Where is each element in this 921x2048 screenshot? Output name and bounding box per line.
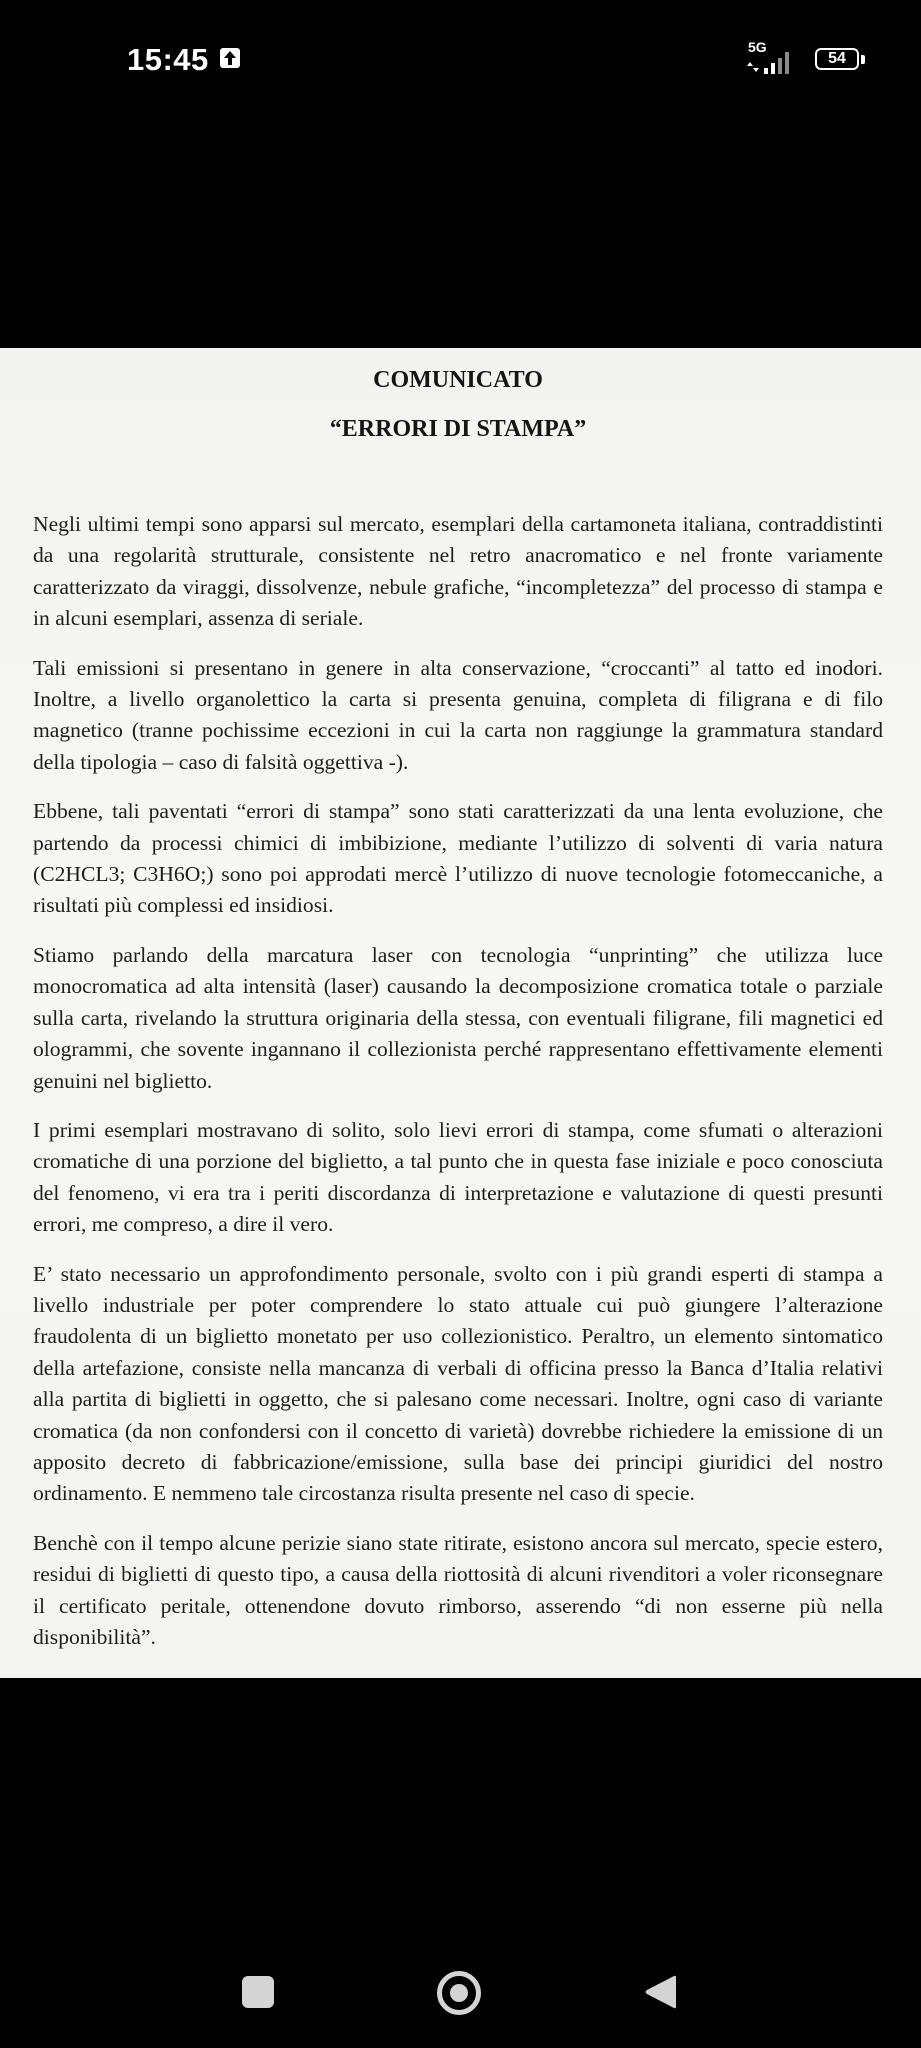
paragraph: Benchè con il tempo alcune perizie siano state ritirate, esistono ancora sul mercato, specie estero, residui di biglietti di questo tipo, a causa della riottosità di alcuni rivenditori a voler riconsegnare il certificato peritale, ottenendone dovuto rimborso, asserendo “di non esserne più nella disponibilità”.: [33, 1530, 883, 1649]
paragraph: Negli ultimi tempi sono apparsi sul mercato, esemplari della cartamoneta italiana, contraddistinti da una regolarità strutturale, consistente nel retro anacromatico e nel fronte variamente caratterizzato da viraggi, dissolvenze, nebule grafiche, “incompletezza” del processo di stampa e in alcuni esemplari, assenza di seriale.: [33, 512, 883, 631]
recent-apps-button[interactable]: [242, 1976, 274, 2008]
paragraph: Stiamo parlando della marcatura laser con tecnologia “unprinting” che utilizza luce monocromatica ad alta intensità (laser) causando la decomposizione cromatica totale o parziale sulla carta, rivelando la struttura originaria della stessa, con eventuali filigrane, fili magnetici ed ologrammi, che sovente ingannano il collezionista perché rappresentano effettivamente elementi genuini nel biglietto.: [33, 942, 883, 1093]
signal-icon: [744, 48, 804, 76]
home-button[interactable]: [437, 1971, 481, 2015]
document-title: COMUNICATO: [373, 367, 543, 393]
network-type-label: 5G: [748, 39, 767, 55]
navigation-bar: [0, 1880, 921, 2010]
upload-icon: [220, 48, 240, 68]
back-button[interactable]: [644, 1974, 676, 2010]
paragraph: E’ stato necessario un approfondimento personale, svolto con i più grandi esperti di stampa a livello industriale per poter comprendere lo stato attuale cui può giungere l’alterazione fraudolenta di un biglietto monetato per uso collezionistico. Peraltro, un elemento sintomatico della artefazione, consiste nella mancanza di verbali di officina presso la Banca d’Italia relativi alla partita di biglietti in oggetto, che si palesano come necessari. Inoltre, ogni caso di variante cromatica (da non confondersi con il concetto di varietà) dovrebbe richiedere la emissione di un apposito decreto di fabbricazione/emissione, sulla base dei principi giuridici del nostro ordinamento. E nemmeno tale circostanza risulta presente nel caso di specie.: [33, 1261, 883, 1506]
status-time: 15:45: [127, 42, 209, 77]
battery-icon: [815, 48, 867, 72]
home-circle-icon: [450, 1984, 468, 2002]
document-photo: [0, 348, 921, 1678]
paragraph: I primi esemplari mostravano di solito, solo lievi errori di stampa, come sfumati o alterazioni cromatiche di una porzione del biglietto, a tal punto che in questa fase iniziale e poco conosciuta del fenomeno, vi era tra i periti discordanza di interpretazione e valutazione di questi presunti errori, me compreso, a dire il vero.: [33, 1117, 883, 1237]
battery-level: 54: [828, 50, 846, 67]
paragraph: Ebbene, tali paventati “errori di stampa” sono stati caratterizzati da una lenta evoluzione, che partendo da processi chimici di imbibizione, mediante l’utilizzo di solventi di varia natura (C2HCL3; C3H6O;) sono poi approdati mercè l’utilizzo di nuove tecnologie fotomeccaniche, a risultati più complessi ed insidiosi.: [33, 799, 883, 918]
paragraph: Tali emissioni si presentano in genere in alta conservazione, “croccanti” al tatto ed inodori. Inoltre, a livello organolettico la carta si presenta genuina, completa di filigrana e di filo magnetico (tranne pochissime eccezioni in cui la carta non raggiunge la grammatura standard della tipologia – caso di falsità oggettiva -).: [33, 655, 883, 774]
document-body: [33, 509, 883, 1671]
status-bar: [0, 0, 921, 120]
document-subtitle: “ERRORI DI STAMPA”: [329, 416, 587, 442]
